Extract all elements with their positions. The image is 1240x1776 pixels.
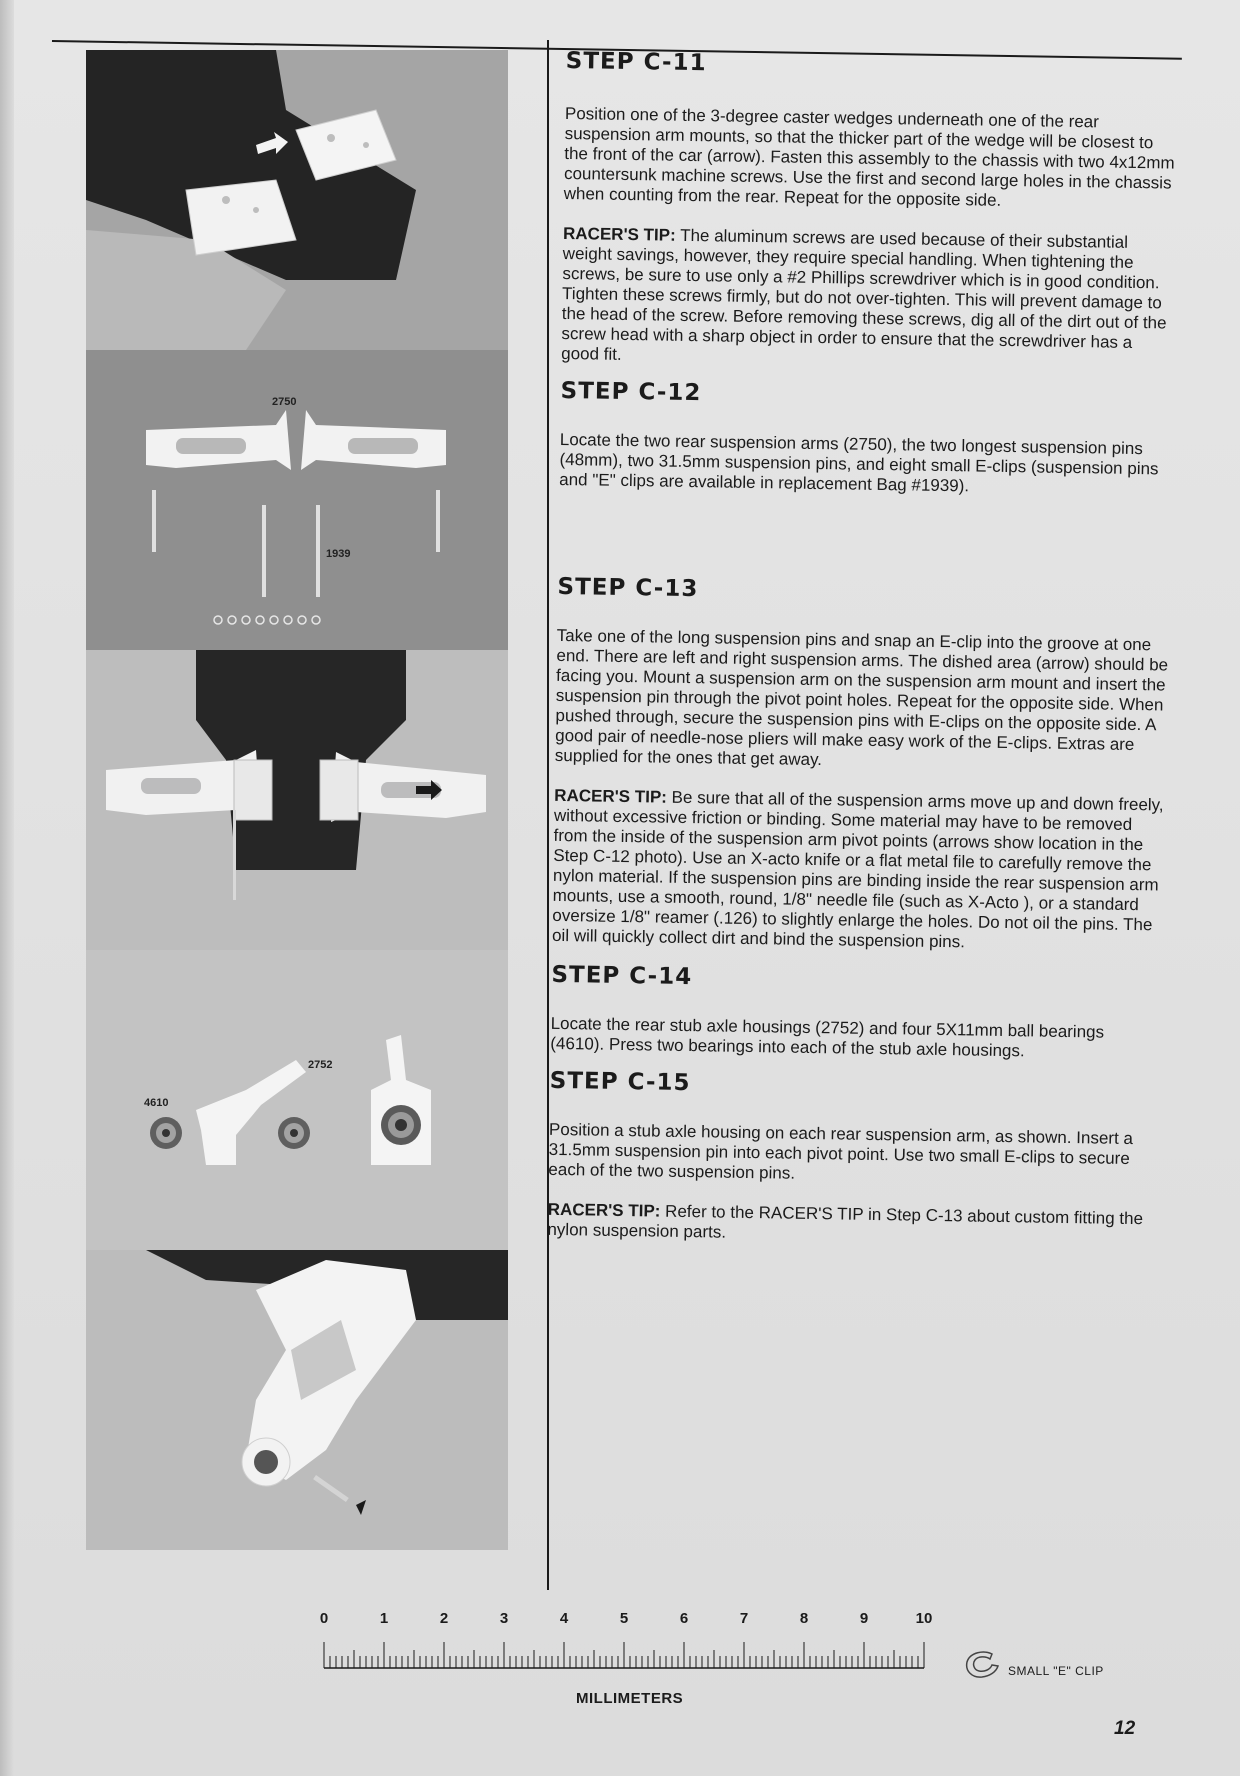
ruler-scale — [318, 1634, 938, 1694]
ruler-number: 8 — [799, 1610, 809, 1627]
racers-tip-label: RACER'S TIP: — [554, 785, 668, 807]
part-label-2752: 2752 — [308, 1059, 333, 1071]
ruler-number: 1 — [379, 1610, 389, 1627]
racers-tip-label: RACER'S TIP: — [547, 1199, 661, 1221]
racers-tip-label: RACER'S TIP: — [562, 223, 676, 245]
step-c14-heading: STEP C-14 — [551, 961, 693, 991]
ruler-number: 2 — [439, 1610, 449, 1627]
ruler-number: 5 — [619, 1610, 629, 1627]
ruler-number: 6 — [679, 1610, 689, 1627]
step-c15-body: Position a stub axle housing on each rear suspension arm, as shown. Insert a 31.5mm suspension pin into each pivot point. Use two small E-clips to secure each of the two suspension pins. — [548, 1119, 1134, 1183]
text-column — [547, 48, 1178, 1249]
ruler-number: 7 — [739, 1610, 749, 1627]
step-c13-heading: STEP C-13 — [557, 573, 699, 603]
racers-tip-text: Be sure that all of the suspension arms move up and down freely, without excessive friction or binding. Some material may have to be removed from the inside of the suspension arm pivot points (arrows show location in the Step C-12 photo). Use an X-acto knife or a flat metal file to carefully remove the nylon material. If the suspension pins are binding inside the rear suspension arm mounts, use a smooth, round, 1/8" needle file (such as X-Acto ), or a standard oversize 1/8" reamer (.126) to slightly enlarge the holes. Do not oil the pins. The oil will quickly collect dirt and bind the suspension pins. — [551, 787, 1164, 952]
column-divider — [547, 40, 549, 1590]
e-clip-label: SMALL "E" CLIP — [1008, 1664, 1104, 1678]
photo-column — [86, 50, 516, 1552]
step-c11-body: Position one of the 3-degree caster wedges underneath one of the rear suspension arm mounts, so that the thicker part of the wedge will be closest to the front of the car (arrow). Fasten this assembly to the chassis with two 4x12mm countersunk machine screws. Use the first and second large holes in the chassis when counting from the rear. Repeat for the opposite side. — [563, 103, 1175, 210]
racers-tip-text: Refer to the RACER'S TIP in Step C-13 about custom fitting the nylon suspension parts. — [547, 1201, 1144, 1242]
step-c13-tip — [552, 786, 1166, 956]
ruler-numbers — [318, 1610, 938, 1632]
step-c13-body: Take one of the long suspension pins and snap an E-clip into the groove at one end. There are left and right suspension arms. The dished area (arrow) should be facing you. Mount a suspension arm on the suspension arm mount and insert the suspension pin through the pivot point holes. Repeat for the opposite side. When pushed through, secure the suspension pins with E-clips on the opposite side. A good pair of needle-nose pliers will make easy work of the E-clips. Extras are supplied for the ones that get away. — [554, 625, 1169, 770]
step-c11-heading: STEP C-11 — [565, 48, 707, 77]
step-c15-heading: STEP C-15 — [549, 1067, 691, 1097]
e-clip-icon — [962, 1648, 1006, 1682]
ruler-label: MILLIMETERS — [576, 1690, 684, 1707]
millimeter-ruler — [318, 1610, 978, 1710]
ruler-number: 4 — [559, 1610, 569, 1627]
page-number: 12 — [1114, 1718, 1136, 1739]
step-c12-heading: STEP C-12 — [560, 377, 702, 407]
photo-step-c14 — [86, 950, 508, 1250]
part-label-1939: 1939 — [326, 548, 351, 560]
ruler-number: 9 — [859, 1610, 869, 1627]
part-label-2750: 2750 — [272, 396, 297, 408]
step-c15-tip — [547, 1200, 1160, 1250]
racers-tip-text: The aluminum screws are used because of their substantial weight savings, however, they require special handling. When tightening the screws, be sure to use only a #2 Phillips screwdriver which is in good condition. Tighten these screws firmly, but do not over-tighten. This will prevent damage to the head of the screw. Before removing these screws, dig all of the dirt out of the screw head with a sharp object in order to ensure that the screwdriver has a good fit. — [561, 225, 1167, 364]
ruler-number: 3 — [499, 1610, 509, 1627]
photo-step-c13 — [86, 650, 508, 950]
photo-step-c11 — [86, 50, 508, 350]
step-c11-tip — [561, 224, 1175, 374]
page-spine-shadow — [0, 0, 14, 1776]
step-c14-body: Locate the rear stub axle housings (2752) and four 5X11mm ball bearings (4610). Press two bearings into each of the stub axle housings. — [550, 1013, 1105, 1061]
step-c12-body: Locate the two rear suspension arms (2750), the two longest suspension pins (48mm), two 31.5mm suspension pins, and eight small E-clips (suspension pins and "E" clips are available in replacement Bag #1939). — [559, 429, 1159, 496]
ruler-number: 0 — [319, 1610, 329, 1627]
photo-step-c15 — [86, 1250, 508, 1550]
photo-step-c12 — [86, 350, 508, 650]
part-label-4610: 4610 — [144, 1097, 169, 1109]
ruler-number: 10 — [915, 1610, 933, 1627]
